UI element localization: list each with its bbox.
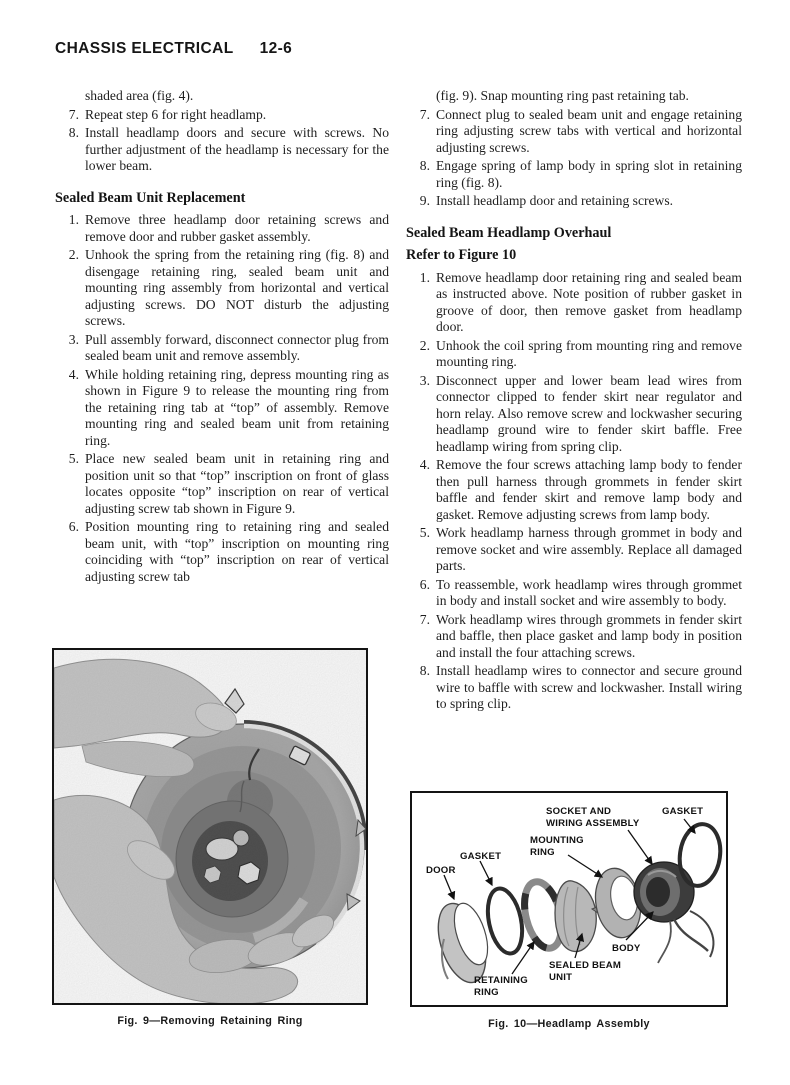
fig10-label-mounting-ring-2: RING	[530, 847, 555, 858]
section-heading: Sealed Beam Unit Replacement	[55, 189, 246, 206]
item-text: Remove three headlamp door retaining screws and remove door and rubber gasket assembly.	[85, 212, 389, 244]
item-text: Install headlamp doors and secure with screws. No further adjustment of the headlamp is necessary for the lower beam.	[85, 125, 389, 173]
section-heading: Sealed Beam Headlamp Overhaul	[406, 224, 612, 241]
figure10-caption: Fig. 10—Headlamp Assembly	[488, 1018, 650, 1030]
list-item	[406, 107, 742, 157]
item-text: Place new sealed beam unit in retaining ring and position unit so that “top” inscription on front of glass locates opposite “top” inscription on rear of vertical adjusting screw tab shown in Figure 9.	[85, 451, 389, 516]
list-item	[406, 338, 742, 371]
figure9-caption: Fig. 9—Removing Retaining Ring	[117, 1015, 303, 1027]
item-number: 1.	[68, 212, 79, 227]
item-number: 2.	[68, 247, 79, 262]
item-number: 3.	[68, 331, 79, 347]
left-column	[55, 88, 389, 585]
item-text: Connect plug to sealed beam unit and engage retaining ring adjusting screw tabs with vertical and horizontal adjusting screws.	[436, 106, 742, 155]
paragraph-continuation: shaded area (fig. 4).	[85, 88, 194, 103]
list-item	[406, 663, 742, 713]
page-header-title: CHASSIS ELECTRICAL	[55, 40, 234, 57]
list-item	[55, 247, 389, 330]
list-item	[406, 270, 742, 336]
list-item	[55, 451, 389, 517]
item-number: 5.	[419, 525, 430, 540]
list-item	[406, 193, 742, 210]
item-text: To reassemble, work headlamp wires through grommet in body and install socket and wire assembly to body.	[436, 576, 742, 608]
list-item	[55, 212, 389, 245]
right-column	[406, 88, 742, 713]
item-number: 8.	[419, 663, 430, 678]
item-number: 6.	[419, 576, 430, 592]
item-number: 4.	[419, 457, 430, 472]
list-item	[55, 107, 389, 124]
fig9-removing-retaining-ring-photo	[54, 650, 366, 1003]
fig10-headlamp-assembly-diagram	[412, 793, 726, 1005]
item-number: 2.	[419, 337, 430, 353]
item-number: 6.	[68, 519, 79, 534]
list-item	[406, 158, 742, 191]
sub-heading: Refer to Figure 10	[406, 247, 517, 263]
item-number: 9.	[419, 193, 430, 208]
fig10-label-gasket-left: GASKET	[460, 851, 502, 862]
fig10-gasket-left-part	[482, 885, 527, 956]
item-text: While holding retaining ring, depress mounting ring as shown in Figure 9 to release the mounting ring from the retaining ring tab at “top” of assembly. Remove mounting ring and sealed beam unit from retaining ring.	[85, 366, 389, 448]
fig10-label-mounting-ring-1: MOUNTING	[530, 835, 584, 846]
item-text: Repeat step 6 for right headlamp.	[85, 106, 267, 122]
item-text: Pull assembly forward, disconnect connector plug from sealed beam unit and remove assembly.	[85, 331, 389, 363]
item-number: 4.	[68, 366, 79, 382]
list-item	[406, 373, 742, 456]
item-text: Work headlamp harness through grommet in body and remove socket and wire assembly. Replace all damaged parts.	[436, 525, 742, 573]
item-text: Unhook the coil spring from mounting ring and remove mounting ring.	[436, 337, 742, 369]
item-number: 7.	[419, 106, 430, 122]
item-text: Disconnect upper and lower beam lead wires from connector clipped to fender skirt near regulator and horn relay. Also remove screw and lockwasher securing headlamp ground wire to fender skirt baffle. Free headlamp wiring from spring clip.	[436, 372, 742, 454]
fig10-label-socket-2: WIRING ASSEMBLY	[546, 818, 640, 829]
item-number: 5.	[68, 451, 79, 466]
item-text: Install headlamp door and retaining screws.	[436, 193, 674, 208]
page-header	[55, 40, 292, 58]
fig10-label-sealed-1: SEALED BEAM	[549, 960, 622, 971]
figure10-box	[410, 791, 728, 1007]
item-number: 3.	[419, 372, 430, 388]
page-number: 12-6	[259, 40, 293, 57]
item-number: 7.	[68, 106, 79, 122]
fig10-label-door: DOOR	[426, 865, 456, 876]
list-item	[55, 367, 389, 450]
list-item	[406, 457, 742, 523]
item-number: 8.	[419, 158, 430, 173]
fig10-label-body: BODY	[612, 943, 641, 954]
list-item	[406, 577, 742, 610]
list-item	[55, 519, 389, 585]
item-number: 7.	[419, 611, 430, 627]
fig10-label-retaining-2: RING	[474, 987, 499, 998]
list-item	[55, 125, 389, 175]
item-text: Engage spring of lamp body in spring slot in retaining ring (fig. 8).	[436, 158, 742, 190]
fig9-photo-grain	[54, 650, 366, 1003]
fig10-label-socket-1: SOCKET AND	[546, 806, 612, 817]
list-item	[406, 612, 742, 662]
item-text: Remove the four screws attaching lamp body to fender then pull harness through grommets in fender skirt baffle and fender skirt and remove lamp body and gasket. Remove adjusting screws from lamp body.	[436, 457, 742, 522]
figure9-box	[52, 648, 368, 1005]
item-text: Work headlamp wires through grommets in fender skirt and baffle, then place gasket and lamp body in position and install the four attaching screws.	[436, 611, 742, 660]
fig10-label-retaining-1: RETAINING	[474, 975, 528, 986]
list-item	[406, 525, 742, 575]
fig10-gasket-right-part	[676, 822, 724, 889]
item-text: Position mounting ring to retaining ring and sealed beam unit, with “top” inscription on mounting ring coinciding with “top” inscription on rear of vertical adjusting screw tab	[85, 519, 389, 584]
item-text: Unhook the spring from the retaining ring (fig. 8) and disengage retaining ring, sealed beam unit and mounting ring assembly from horizontal and vertical adjusting screws. DO NOT disturb the adjusting screws.	[85, 247, 389, 328]
fig10-sealed-beam-part	[555, 881, 602, 952]
item-text: Remove headlamp door retaining ring and sealed beam as instructed above. Note position of rubber gasket in groove of door, then remove gasket from headlamp door.	[436, 269, 742, 334]
item-number: 1.	[419, 269, 430, 285]
fig10-body-part	[634, 862, 713, 963]
item-text: Install headlamp wires to connector and secure ground wire to baffle with screw and lockwasher. Install wiring to spring clip.	[436, 663, 742, 711]
item-number: 8.	[68, 125, 79, 140]
fig10-label-sealed-2: UNIT	[549, 972, 573, 983]
list-item	[55, 332, 389, 365]
paragraph-continuation: (fig. 9). Snap mounting ring past retaining tab.	[436, 88, 689, 103]
fig10-label-gasket-right: GASKET	[662, 806, 704, 817]
